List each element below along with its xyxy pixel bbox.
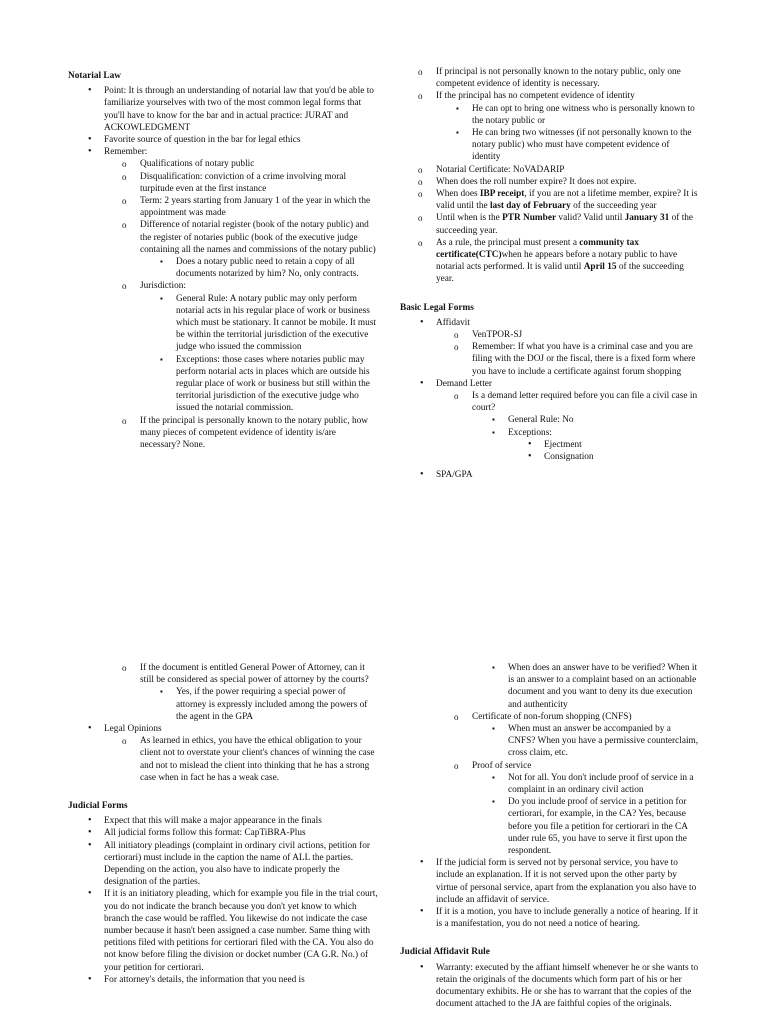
list-item: o Notarial Certificate: NoVADARIP: [400, 164, 700, 176]
list-item: [104, 662, 378, 723]
list-item: [400, 237, 700, 286]
list-item-text: Exceptions:: [508, 427, 552, 438]
text-run: of the succeeding year.: [436, 262, 684, 285]
text-run: valid? Valid until: [556, 213, 625, 224]
bold-text: IBP receipt: [479, 189, 525, 200]
list-item: • If it is an initiatory pleading, which for example you file in the trial court, you do not indicate the branch because you don't yet know to which branch the case would be raffled. You likewise do not indicate the case number because it hasn't been assigned a case number. Same thing with petitions filed with petitions for certiorari filed with the CA. You also do not know before filing the division or docket number (CA G.R. No.) of your petition for certiorari.: [68, 888, 378, 973]
list-item: [68, 723, 378, 784]
list-item: [104, 219, 378, 280]
bold-text: PTR Number: [502, 213, 557, 224]
section-heading-notarial-law: Notarial Law: [68, 71, 121, 81]
list-item: [472, 427, 700, 464]
page2-left-column: [68, 662, 378, 986]
list-item: • Ejectment: [508, 439, 700, 451]
text-run: , if you are not a lifetime member, expire? It is valid until the: [436, 189, 698, 212]
list-item: [104, 280, 378, 414]
bold-text: April 15: [583, 262, 617, 273]
list-item: [400, 662, 700, 857]
list-item: • Expect that this will make a major appearance in the finals: [68, 815, 378, 827]
page1-right-column: [400, 66, 700, 482]
list-item: ▪ Do you include proof of service in a petition for certiorari, for example, in the CA? Yes, because before you file a petition for certiorari in the CA under rule 65, you have to serve it first upon the respondent.: [472, 796, 700, 857]
list-item-text: Demand Letter: [436, 378, 493, 389]
list-item: [400, 378, 700, 463]
list-item: [400, 212, 700, 236]
list-item: [400, 188, 700, 212]
list-item: • Favorite source of question in the bar for legal ethics: [68, 134, 378, 146]
list-item: ▪ When does an answer have to be verified? When it is an answer to a complaint based on an actionable document and you want to deny its due execution and authenticity: [472, 662, 700, 711]
list-item: [436, 662, 700, 711]
list-item: • All initiatory pleadings (complaint in ordinary civil actions, petition for certiorari) must include in the caption the name of ALL the parties. Depending on the action, you also have to indicate properly the designation of the parties.: [68, 840, 378, 889]
list-item: • If the judicial form is served not by personal service, you have to include an explanation. If it is not served upon the other party by virtue of personal service, apart from the explanation you also have to include an affidavit of service.: [400, 857, 700, 906]
list-item: • Point: It is through an understanding of notarial law that you'd be able to familiarize yourselves with two of the most common legal forms that you'll have to know for the bar and in actual practice: JURAT and ACKOWLEDGMENT: [68, 85, 378, 134]
section-heading-judicial-affidavit-rule: Judicial Affidavit Rule: [400, 947, 490, 958]
text-run: As a rule, the principal must present a: [436, 237, 580, 248]
list-item: • All judicial forms follow this format: CapTiBRA-Plus: [68, 827, 378, 839]
list-item: o If the principal is personally known to the notary public, how many pieces of competent evidence of identity is/are necessary? None.: [104, 415, 378, 452]
list-item: ▪ He can bring two witnesses (if not personally known to the notary public) who must have competent evidence of identity: [436, 127, 700, 164]
text-run: Until when is the: [436, 213, 503, 224]
list-item: ▪ Does a notary public need to retain a copy of all documents notarized by him? No, only contracts.: [140, 256, 378, 280]
text-run: when he appears before a notary public to have notarial acts performed. It is valid until: [436, 250, 678, 273]
list-item: • If it is a motion, you have to include generally a notice of hearing. If it is a manifestation, you do not need a notice of hearing.: [400, 906, 700, 930]
list-item: ▪ Yes, if the power requiring a special power of attorney is expressly included among the powers of the agent in the GPA: [140, 686, 378, 723]
list-item: ▪ Not for all. You don't include proof of service in a complaint in an ordinary civil action: [472, 772, 700, 796]
list-item: [68, 146, 378, 451]
list-item-text: Jurisdiction:: [140, 281, 186, 292]
list-item: • SPA/GPA: [400, 469, 700, 481]
bold-text: community tax certificate(CTC): [436, 237, 639, 261]
text-run: of the succeeding year.: [436, 213, 694, 236]
list-item-text: Proof of service: [472, 760, 532, 771]
list-item: [436, 760, 700, 858]
list-item: [400, 90, 700, 163]
section-heading-judicial-forms: Judicial Forms: [68, 801, 128, 812]
list-item: o As learned in ethics, you have the ethical obligation to your client not to overstate your client's chances of winning the case and not to mislead the client into thinking that he has a strong case when in fact he has a weak case.: [104, 735, 378, 784]
list-item-text: Legal Opinions: [104, 724, 162, 735]
list-item: o Qualifications of notary public: [104, 158, 378, 170]
list-item: ▪ General Rule: No: [472, 414, 700, 426]
list-item: o If principal is not personally known to the notary public, only one competent evidence of identity is necessary.: [400, 66, 700, 90]
list-item-text: Affidavit: [436, 317, 470, 328]
list-item-text: If the principal has no competent evidence of identity: [436, 91, 635, 102]
list-item: o VenTPOR-SJ: [436, 329, 700, 341]
list-item: • Warranty: executed by the affiant himself whenever he or she wants to retain the originals of the documents which form part of his or her documentary exhibits. He or she has to warrant that the copies of the document attached to the JA are faithful copies of the originals.: [400, 962, 700, 1011]
list-item-text: If the document is entitled General Power of Attorney, can it still be considered as special power of attorney by the courts?: [140, 663, 369, 686]
list-item: ▪ General Rule: A notary public may only perform notarial acts in his regular place of work or business which must be stationary. It cannot be mobile. It must be within the territorial jurisdiction of the executive judge who issued the commission: [140, 293, 378, 354]
list-item: o Remember: If what you have is a criminal case and you are filing with the DOJ or the fiscal, there is a fixed form where you have to include a certificate against forum shopping: [436, 341, 700, 378]
page2-right-column: [400, 662, 700, 1010]
list-item: o Disqualification: conviction of a crime involving moral turpitude even at the first instance: [104, 171, 378, 195]
list-item-text: Is a demand letter required before you can file a civil case in court?: [472, 391, 698, 414]
list-item: [436, 711, 700, 760]
page1-left-column: [68, 66, 378, 451]
list-item-text: Difference of notarial register (book of the notary public) and the register of notaries public (book of the executive judge containing all the names and commissions of the notary public): [140, 220, 376, 255]
list-item: • For attorney's details, the information that you need is: [68, 974, 378, 986]
bold-text: January 31: [624, 213, 670, 224]
list-item: ▪ Exceptions: those cases where notaries public may perform notarial acts in places which are outside his regular place of work or business but still within the territorial jurisdiction of the executive judge who issued the notarial commission.: [140, 354, 378, 415]
list-item: [400, 317, 700, 378]
list-item: ▪ He can opt to bring one witness who is personally known to the notary public or: [436, 103, 700, 127]
list-item: o Term: 2 years starting from January 1 of the year in which the appointment was made: [104, 195, 378, 219]
text-run: of the succeeding year: [570, 201, 657, 212]
list-item: o When does the roll number expire? It does not expire.: [400, 176, 700, 188]
list-item: [436, 390, 700, 463]
text-run: When does: [436, 189, 480, 200]
list-item: • Consignation: [508, 451, 700, 463]
bold-text: last day of February: [489, 201, 571, 212]
list-item: [400, 66, 700, 286]
list-item: ▪ When must an answer be accompanied by a CNFS? When you have a permissive counterclaim, cross claim, etc.: [472, 723, 700, 760]
list-item: [68, 662, 378, 723]
document-page-2: [0, 652, 768, 1024]
section-heading-basic-legal-forms: Basic Legal Forms: [400, 302, 474, 313]
list-item-text: Remember:: [104, 147, 148, 158]
list-item-text: Certificate of non-forum shopping (CNFS): [472, 711, 632, 722]
